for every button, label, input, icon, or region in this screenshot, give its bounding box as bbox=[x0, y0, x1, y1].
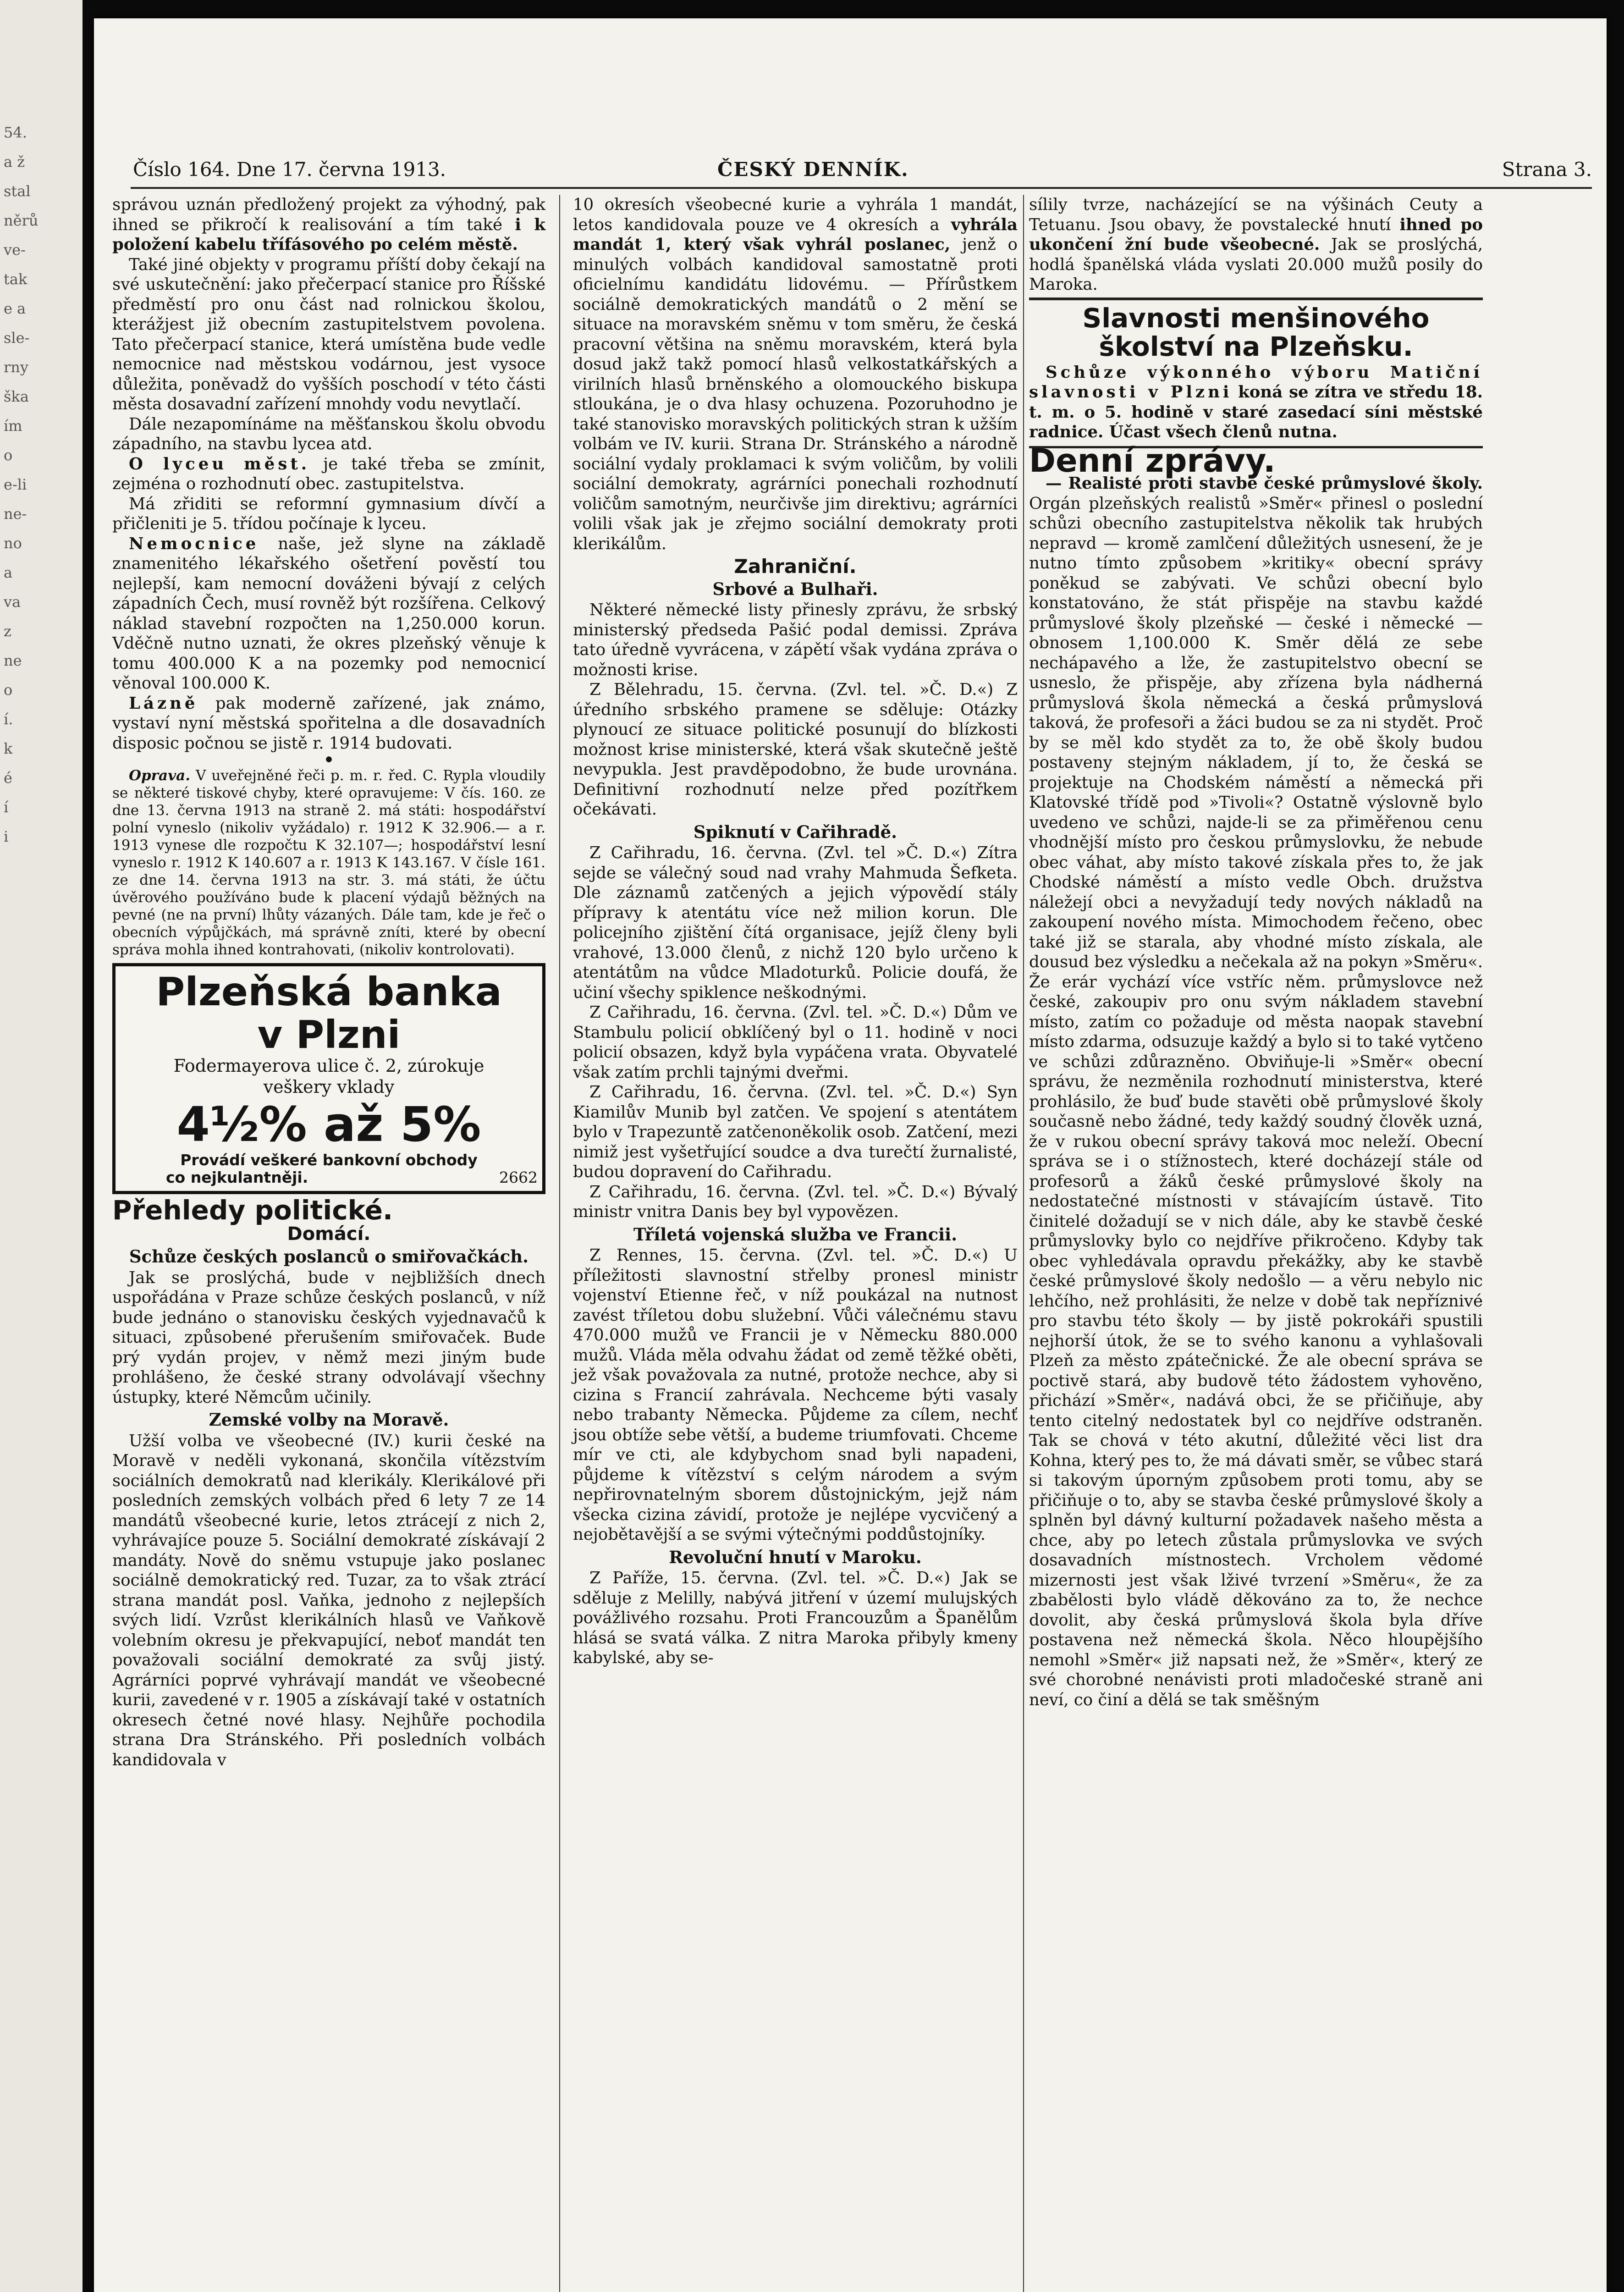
paragraph: správou uznán předložený projekt za výhodný, pak ihned se přikročí k realisování a tím také i k položení kabelu třífásového po celém městě. bbox=[112, 195, 545, 254]
bank-advertisement bbox=[112, 963, 545, 1194]
paragraph: O lyceu měst. je také třeba se zmínit, zejména o rozhodnutí obec. zastupitelstva. bbox=[112, 454, 545, 493]
scrap-text: z bbox=[4, 623, 11, 640]
paragraph: Z Paříže, 15. června. (Zvl. tel. »Č. D.«) Jak se sděluje z Melilly, nabývá jitření v území mulujských povážlivého rozsahu. Proti Francouzům a Španělům hlásá se svatá válka. Z nitra Maroka přibyly kmeny kabylské, aby se- bbox=[573, 1569, 1018, 1667]
issue-date: Číslo 164. Dne 17. června 1913. bbox=[133, 158, 446, 181]
scrap-text: e-li bbox=[4, 476, 27, 493]
scrap-text: rny bbox=[4, 358, 28, 376]
scrap-text: ne bbox=[4, 652, 22, 669]
scrap-text: a ž bbox=[4, 153, 25, 171]
ad-services: Provádí veškeré bankovní obchody bbox=[180, 1151, 478, 1169]
paragraph: Jak se proslýchá, bude v nejbližších dnech uspořádána v Praze schůze českých poslanců, v níž bude jednáno o stanovisku českých vyjednavačů k situaci, způsobené přerušením smiřovaček. Bude prý vydán projev, v němž mezi jiným bude prohlášeno, že české strany odvolávají všechny ústupky, které Němcům učinily. bbox=[112, 1268, 545, 1407]
ad-address: Fodermayerova ulice č. 2, zúrokuje bbox=[173, 1056, 484, 1076]
paragraph: Lázně pak moderně zařízené, jak známo, vystaví nyní městská spořitelna a dle dosavadních disposic počnou se jistě r. 1914 budovati. bbox=[112, 694, 545, 753]
scrap-text: tak bbox=[4, 270, 28, 288]
ad-number: 2662 bbox=[499, 1168, 538, 1186]
scrap-text: ška bbox=[4, 388, 29, 405]
paragraph: Některé německé listy přinesly zprávu, že srbský ministerský předseda Pašić podal demissi. Zpráva tato úředně vyvrácena, v zápětí však vydána zpráva o možnosti krise. bbox=[573, 601, 1018, 679]
page-number: Strana 3. bbox=[1502, 158, 1592, 181]
scrap-text: ím bbox=[4, 417, 22, 435]
scrap-text: a bbox=[4, 564, 13, 581]
article-heading: Zemské volby na Moravě. bbox=[209, 1410, 449, 1430]
section-heading: Zahraniční. bbox=[734, 555, 857, 578]
paragraph: Z Cařihradu, 16. června. (Zvl. tel. »Č. D.«) Syn Kiamilův Munib byl zatčen. Ve spojení s atentátem bylo v Trapezuntě zatčenoněkolik osob. Zatčení, mezi nimiž jest vyšetřující soudce a dva turečtí žurnalisté, budou dopravení do Cařihradu. bbox=[573, 1083, 1018, 1181]
scrap-text: něrů bbox=[4, 212, 39, 229]
scrap-text: ne- bbox=[4, 505, 27, 523]
paragraph: Nemocnice naše, jež slyne na základě znamenitého lékařského ošetření pověstí tou nejlepší, kam nemocní dováženi bývají z celých západních Čech, musí rovněž být rozšířena. Celkový náklad stavební rozpočten na 1,250.000 korun. Vděčně nutno uznati, že okres plzeňský věnuje k tomu 400.000 K a na pozemky pod nemocnicí věnoval 100.000 K. bbox=[112, 534, 545, 693]
scrap-text: é bbox=[4, 769, 12, 787]
scrap-text: k bbox=[4, 740, 13, 757]
column-3 bbox=[1029, 195, 1483, 1710]
scrap-text: i bbox=[4, 828, 9, 845]
paragraph: 10 okresích všeobecné kurie a vyhrála 1 mandát, letos kandidovala pouze ve 4 okresích a vyhrála mandát 1, který však vyhrál poslanec, jenž o minulých volbách kandidoval samostatně proti oficielnímu kandidátu lidovému. — Přírůstkem sociálně demokratických mandátů o 2 mění se situace na moravském sněmu v tom směru, že česká pracovní většina na sněmu moravském, která byla dosud jakž takž pomocí hlasů velkostatkářských a virilních hlasů brněnského a olomouckého biskupa stloukána, je o dva hlasy ochuzena. Pozoruhodno je také stanovisko moravských politických stran k užším volbám ve IV. kurii. Strana Dr. Stránského a národně sociální vydaly proklamaci k svým voličům, by volili sociální demokraty, agrárníci ponechali rozhodnutí voličům samotným, neurčivše jim direktivu; agrárníci volili však jak je zřejmo sociální demokraty proti klerikálům. bbox=[573, 195, 1018, 553]
article-heading: Revoluční hnutí v Maroku. bbox=[669, 1547, 922, 1567]
scrap-text: 54. bbox=[4, 124, 27, 141]
column-1 bbox=[112, 195, 545, 1770]
scrap-text: í bbox=[4, 799, 9, 816]
subsection-heading: Domácí. bbox=[287, 1223, 371, 1245]
correction-note: Oprava. V uveřejněné řeči p. m. r. řed. C. Rypla vloudily se některé tiskové chyby, které opravujeme: V čís. 160. ze dne 13. června 1913 na straně 2. má státi: hospodářství polní vyneslo (nikoliv vyžádalo) r. 1912 K 32.906.— a r. 1913 vynese dle rozpočtu K 32.107—; hospodářství lesní vyneslo r. 1912 K 140.607 a r. 1913 K 143.167. V čísle 161. ze dne 14. června 1913 na str. 3. má státi, že účtu úvěrového používáno bude k placení výdajů běžných na pevné (ne na první) lhůty vázaných. Dále tam, kde je řeč o obecních výpůjčkách, má správně zníti, které by obecní správa mohla ihned kontrahovati, (nikoliv kontrolovati). bbox=[112, 767, 546, 958]
separator-dot: • bbox=[323, 750, 334, 770]
scrap-text: no bbox=[4, 534, 22, 552]
scrap-text: va bbox=[4, 593, 21, 611]
scrap-text: o bbox=[4, 681, 13, 699]
scrap-text: í. bbox=[4, 711, 13, 728]
scrap-text: ve- bbox=[4, 241, 26, 259]
paragraph: Z Cařihradu, 16. června. (Zvl. tel. »Č. D.«) Dům ve Stambulu policií obklíčený byl o 11. hodině v noci policií obsazen, když byla vypáčena vrata. Obyvatelé však zatím prchli tajnými dveřmi. bbox=[573, 1003, 1018, 1082]
column-divider bbox=[559, 195, 560, 2292]
article-heading: Schůze českých poslanců o smiřovačkách. bbox=[129, 1246, 529, 1267]
paragraph: Také jiné objekty v programu příští doby čekají na své uskutečnění: jako přečerpací stanice pro Říšské předměstí pro onu část nad rolnickou školou, kterážjest již obecním zastupitelstvem povolena. Tato přečerpací stanice, která umístěna bude vedle nemocnice nad městskou vodárnou, jest vysoce důležita, poněvadž do vyšších poschodí v této části města dosavadní zařízení mnohdy vodu nevytlačí. bbox=[112, 255, 545, 413]
announcement-box bbox=[1029, 298, 1483, 448]
scrap-text: sle- bbox=[4, 329, 30, 347]
article-heading: Tříletá vojenská služba ve Francii. bbox=[633, 1224, 958, 1245]
header-rule bbox=[131, 187, 1592, 189]
column-2 bbox=[573, 195, 1018, 1668]
section-heading: Denní zprávy. bbox=[1029, 441, 1276, 479]
scrap-text: e a bbox=[4, 300, 26, 317]
scrap-text: o bbox=[4, 446, 13, 464]
ad-bank-name: Plzeňská banka bbox=[156, 969, 502, 1015]
adjacent-page-scrap bbox=[0, 0, 83, 2292]
paragraph: Schůze výkonného výboru Matiční slavnosti v Plzni koná se zítra ve středu 18. t. m. o 5. hodině v staré zasedací síni městské radnice. Účast všech členů nutna. bbox=[1029, 363, 1483, 441]
article-heading: Srbové a Bulhaři. bbox=[712, 579, 878, 599]
section-heading: Slavnosti menšinového školství na Plzeňsku. bbox=[1029, 298, 1483, 361]
paragraph: sílily tvrze, nacházející se na výšinách Ceuty a Tetuanu. Jsou obavy, že povstalecké hnutí ihned po ukončení žní bude všeobecné. Jak se proslýchá, hodlá španělská vláda vyslati 20.000 mužů posily do Maroka. bbox=[1029, 195, 1483, 294]
paragraph: Z Cařihradu, 16. června. (Zvl. tel. »Č. D.«) Bývalý ministr vnitra Danis bey byl vypovězen. bbox=[573, 1182, 1018, 1221]
paragraph: Z Rennes, 15. června. (Zvl. tel. »Č. D.«) U příležitosti slavnostní střelby pronesl ministr vojenství Etienne řeč, v níž poukázal na nutnost zavést tříletou dobu služební. Vůči válečnému stavu 470.000 mužů ve Francii je v Německu 880.000 mužů. Vláda měla odvahu žádat od země těžké oběti, jež však považovala za nutné, protože nechce, aby si cizina s Francií zahrávala. Nechceme býti vasaly nebo trabanty Německa. Půjdeme za cílem, nechť jsou obtíže sebe větší, a budeme triumfovati. Chceme mír ve cti, ale kdybychom snad byli napadeni, půjdeme k vítězství s celým národem a svým nepřirovnatelným sborem důstojnickým, jejž nám všecka cizina závidí, protože je nejlépe vycvičený a nejobětavější a se svými výtečnými poddůstojníky. bbox=[573, 1246, 1018, 1544]
article-heading: Spiknutí v Cařihradě. bbox=[693, 821, 897, 842]
paragraph: Z Bělehradu, 15. června. (Zvl. tel. »Č. D.«) Z úředního srbského pramene se sděluje: Otázky plynoucí ze situace politické posunují do blízkosti možnost krise ministerské, která však skutečně ještě nevypukla. Jest pravděpodobno, že bude urovnána. Definitivní rozhodnutí nelze před pozítřkem očekávati. bbox=[573, 680, 1018, 819]
paragraph: Užší volba ve všeobecné (IV.) kurii české na Moravě v neděli vykonaná, skončila vítězstvím sociálních demokratů nad klerikály. Klerikálové při posledních zemských volbách před 6 lety 7 ze 14 mandátů všeobecné kurie, letos ztrácejí z nich 2, vyhrávajíce pouze 5. Sociální demokraté získávají 2 mandáty. Nově do sněmu vstupuje jako poslanec sociálně demokratický red. Tuzar, za to však ztrácí strana mandát posl. Vaňka, jednoho z nejlepších svých lidí. Vzrůst klerikálních hlasů ve Vaňkově volebním okresu je překvapující, neboť mandát ten považovali sociální demokraté za svůj jistý. Agrárníci poprvé vyhrávají mandát ve všeobecné kurii, zavedené v r. 1905 a získávají také v ostatních okresech četné nové hlasy. Nejhůře pochodila strana Dra Stránského. Při posledních volbách kandidovala v bbox=[112, 1431, 545, 1769]
masthead-title: ČESKÝ DENNÍK. bbox=[717, 158, 909, 181]
column-divider bbox=[1023, 195, 1024, 2292]
ad-bank-city: v Plzni bbox=[257, 1012, 401, 1057]
ad-interest-rate: 4½% až 5% bbox=[176, 1096, 481, 1152]
ad-deposits: veškery vklady bbox=[263, 1077, 395, 1097]
section-heading: Přehledy politické. bbox=[112, 1195, 393, 1226]
paragraph: Z Cařihradu, 16. června. (Zvl. tel »Č. D.«) Zítra sejde se válečný soud nad vrahy Mahmuda Šefketa. Dle záznamů zatčených a jejich výpovědí stály přípravy k atentátu více než milion korun. Dle policejního zjištění čítá organisace, jejíž členy byli vrahové, 13.000 členů, z nichž 120 bylo určeno k atentátům na vůdce Mladoturků. Policie doufá, že učiní všechy spiklence neškodnými. bbox=[573, 843, 1018, 1002]
paragraph: Dále nezapomínáme na měšťanskou školu obvodu západního, na stavbu lycea atd. bbox=[112, 414, 545, 453]
scrap-text: stal bbox=[4, 182, 31, 200]
paragraph: Má zřiditi se reformní gymnasium dívčí a přičleniti je 5. třídou počínaje k lyceu. bbox=[112, 494, 545, 533]
ad-services-2: co nejkulantněji. 2662 bbox=[166, 1168, 538, 1186]
paragraph: — Realisté proti stavbě české průmyslové školy. Orgán plzeňských realistů »Směr« přinesl o poslední schůzi obecního zastupitelstva několik tak hrubých nepravd — kromě zamlčení důležitých usnesení, že je nutno tímto způsobem »kritiky« obecní správy poněkud se zabývati. Ve schůzi obecní bylo konstatováno, že stát přispěje na stavbu každé průmyslové školy plzeňské — české i německé — obnosem 1,100.000 K. Směr dělá ze sebe nechápavého a lže, že zastupitelstvo obecní se usneslo, že přispěje, aby zřízena byla nádherná průmyslová škola německá a česká průmyslová taková, že profesoři a žáci budou se za ni stydět. Proč by se měl kdo stydět za to, že obě školy budou postaveny stejným nákladem, jí to, že česká se projektuje na Chodském náměstí a německá při Klatovské třídě pod »Tivoli«? Ostatně výslovně bylo uvedeno ve schůzi, najde-li se za přiměřenou cenu vhodnější místo pro českou průmyslovku, že nebude obec váhat, aby místo takové získala přes to, že jak Chodské náměstí a místo vedle Obch. družstva náležejí obci a nevyžadují tedy nových nákladů na zakoupení nového místa. Mimochodem řečeno, obec také již se starala, aby vhodné místo získala, ale dousud bez výsledku a nečekala až na pokyn »Směru«. Že erár vychází více vstříc něm. průmyslovce než české, zakoupiv pro onu svým nákladem stavební místo, zatím co požaduje od města naopak stavební místo zdarma, odsuzuje každý a bylo si to také vytčeno ve schůzi zdůrazněno. Obviňuje-li »Směr« obecní správu, že nezměnila rozhodnutí ministerstva, které prohlásilo, že buď bude stavěti obě průmyslové školy současně nebo žádné, tedy každý soudný člověk uzná, že v rukou obecní správy taková moc neleží. Obecní správa se i o stížnostech, které docházejí stále od profesorů a žáků české průmyslové školy na nedostatečné místnosti v stávajícím ústavě. Tito činitelé dožadují se v nich dále, aby ke stavbě české průmyslovky bylo co nejdříve přikročeno. Kdyby tak obec vyhledávala opravdu překážky, aby ke stavbě české průmyslové školy nedošlo — a věru nebylo nic lehčího, než prohlásiti, že nelze v době tak nepříznivé pro stavbu této školy — by jistě pokrokáři spustili nejhorší útok, že se to svého kanonu a vyhlašovali Plzeň za město zpátečnické. Že ale obecní správa se poctivě stará, aby budově této žádostem vyhověno, přichází »Směr«, nadává obci, že se přičiňuje, aby tento citelný nedostatek byl co nejdříve odstraněn. Tak se chová v této akutní, důležité věci list dra Kohna, který pes to, že má dávati směr, se vůbec stará si takovým úporným způsobem proti tomu, aby se přičiňuje o to, aby se stavba české průmyslové školy a splněn byl dávný kulturní požadavek našeho města a chce, aby po letech zůstala průmyslovka ve svých dosavadních místnostech. Vrcholem vědomé mizernosti jest však lživé tvrzení »Směru«, že za zbabělosti bylo vládě děkováno za to, že nechce dovolit, aby česká průmyslová škola byla dříve postavena než německá škola. Něco hloupějšího nemohl »Směr« již napsati než, že »Směr«, který ze své chorobné nenávisti proti mladočeské straně ani neví, co činí a dělá se tak směšným bbox=[1029, 474, 1483, 1709]
page-header bbox=[133, 158, 1592, 186]
